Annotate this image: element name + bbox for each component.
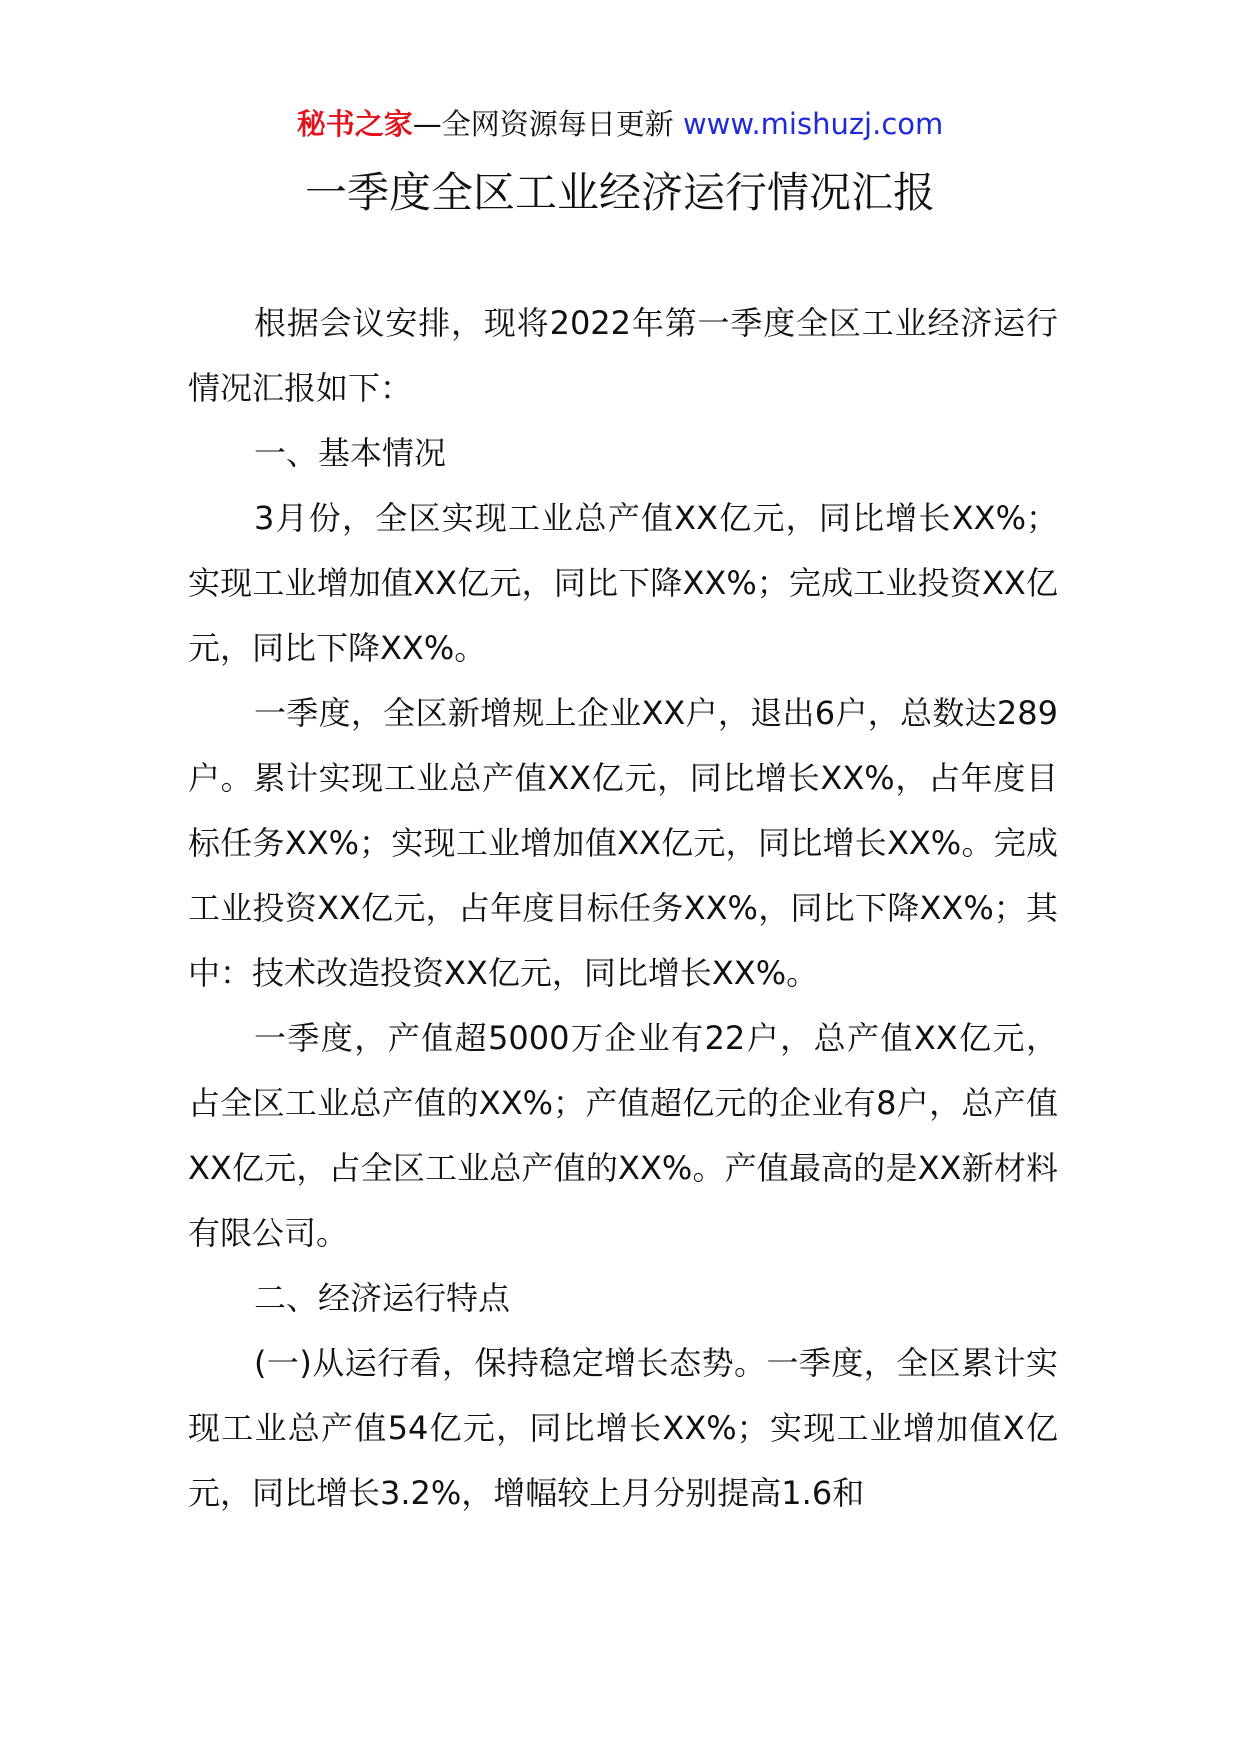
document-body xyxy=(188,291,1058,1526)
intro-paragraph: 根据会议安排，现将2022年第一季度全区工业经济运行情况汇报如下： xyxy=(188,304,1058,407)
growth-trend-paragraph: (一)从运行看，保持稳定增长态势。一季度，全区累计实现工业总产值54亿元，同比增长XX%；实现工业增加值X亿元，同比增长3.2%，增幅较上月分别提高1.6和 xyxy=(188,1344,1058,1512)
site-url-link[interactable]: www.mishuzj.com xyxy=(682,107,944,141)
q1-summary-paragraph: 一季度，全区新增规上企业XX户，退出6户，总数达289户。累计实现工业总产值XX亿元，同比增长XX%，占年度目标任务XX%；实现工业增加值XX亿元，同比增长XX%。完成工业投资XX亿元，占年度目标任务XX%，同比下降XX%；其中：技术改造投资XX亿元，同比增长XX%。 xyxy=(188,694,1058,992)
section-heading-features: 二、经济运行特点 xyxy=(254,1279,511,1317)
document-title: 一季度全区工业经济运行情况汇报 xyxy=(304,168,935,217)
site-header xyxy=(0,102,1240,146)
site-slogan: —全网资源每日更新 xyxy=(412,107,674,141)
brand-name: 秘书之家 xyxy=(296,107,413,141)
march-summary-paragraph: 3月份，全区实现工业总产值XX亿元，同比增长XX%；实现工业增加值XX亿元，同比下降XX%；完成工业投资XX亿元，同比下降XX%。 xyxy=(188,499,1058,667)
enterprise-output-paragraph: 一季度，产值超5000万企业有22户，总产值XX亿元，占全区工业总产值的XX%；产值超亿元的企业有8户，总产值XX亿元，占全区工业总产值的XX%。产值最高的是XX新材料有限公司。 xyxy=(188,1019,1058,1252)
section-heading-basic: 一、基本情况 xyxy=(254,434,447,472)
